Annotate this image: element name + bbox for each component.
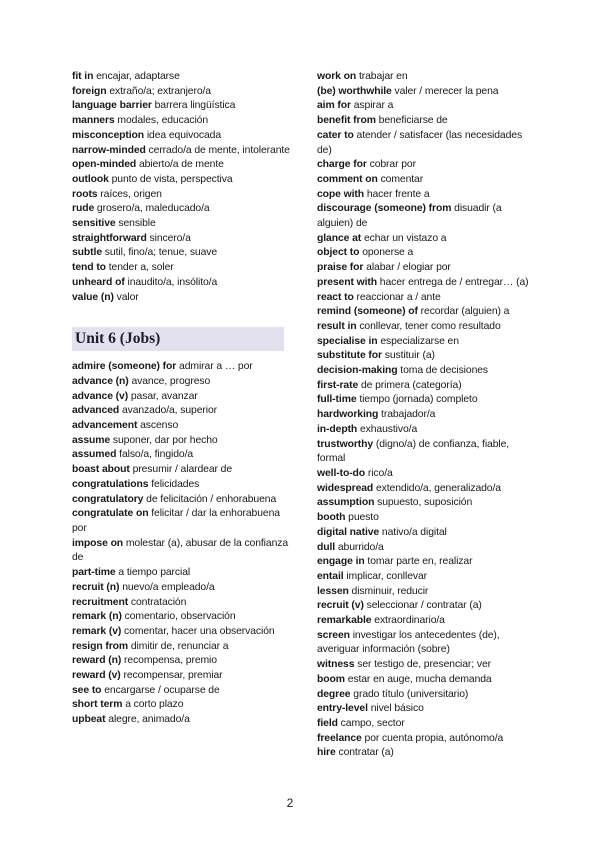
- entry-term: reward (n): [72, 655, 122, 667]
- glossary-entry: [317, 438, 539, 467]
- entry-term: congratulate on: [72, 508, 149, 520]
- entry-term: booth: [317, 512, 346, 524]
- entry-term: sensitive: [72, 218, 116, 230]
- glossary-entry: [72, 85, 294, 100]
- entry-term: resign from: [72, 640, 129, 652]
- glossary-entry: [72, 463, 294, 478]
- entry-term: benefit from: [317, 115, 376, 127]
- glossary-entry: [317, 393, 539, 408]
- entry-definition: tomar parte en, realizar: [367, 556, 473, 568]
- entry-definition: admirar a … por: [179, 361, 253, 373]
- entry-definition: campo, sector: [340, 717, 405, 729]
- entry-term: field: [317, 717, 338, 729]
- entry-term: comment on: [317, 173, 378, 185]
- entry-definition: sustituir (a): [384, 350, 435, 362]
- entry-definition: molestar (a), abusar de la confianza de: [72, 537, 289, 564]
- glossary-entry: [317, 232, 539, 247]
- glossary-entry: [72, 610, 294, 625]
- glossary-entry: [317, 349, 539, 364]
- glossary-entry: [72, 70, 294, 85]
- entry-definition: sincero/a: [149, 232, 191, 244]
- entry-term: advance (v): [72, 390, 129, 402]
- glossary-entry: [317, 629, 539, 658]
- glossary-entry: [317, 614, 539, 629]
- entry-definition: investigar los antecedentes (de), averiguar información (sobre): [317, 629, 500, 656]
- entry-definition: oponerse a: [362, 247, 414, 259]
- glossary-entry: [317, 276, 539, 291]
- entry-term: fit in: [72, 71, 94, 82]
- glossary-entry: [317, 732, 539, 747]
- glossary-entry: [317, 364, 539, 379]
- glossary-entry: [317, 408, 539, 423]
- entry-term: cope with: [317, 188, 365, 200]
- entry-term: part-time: [72, 567, 116, 579]
- glossary-entry: [317, 482, 539, 497]
- entry-definition: nativo/a digital: [381, 526, 447, 538]
- entry-definition: aspirar a: [353, 100, 394, 112]
- entry-term: reward (v): [72, 670, 121, 682]
- entry-definition: grado título (universitario): [353, 688, 469, 700]
- entry-definition: valor: [116, 291, 139, 303]
- entry-definition: extraño/a; extranjero/a: [109, 85, 211, 97]
- entry-definition: recompensa, premio: [124, 655, 217, 667]
- entry-term: assumed: [72, 449, 117, 461]
- entry-term: outlook: [72, 173, 109, 185]
- entry-definition: ser testigo de, presenciar; ver: [357, 659, 491, 671]
- entry-definition: alegre, animado/a: [108, 714, 190, 726]
- entry-definition: nivel básico: [370, 703, 424, 715]
- entry-list-top: [72, 70, 294, 305]
- glossary-entry: [72, 434, 294, 449]
- left-column: [72, 70, 294, 728]
- entry-term: boast about: [72, 464, 130, 476]
- entry-definition: tender a, soler: [108, 262, 174, 274]
- glossary-entry: [72, 99, 294, 114]
- entry-definition: exhaustivo/a: [359, 423, 418, 435]
- entry-definition: avanzado/a, superior: [121, 405, 217, 417]
- entry-term: in-depth: [317, 423, 358, 435]
- glossary-entry: [72, 478, 294, 493]
- entry-term: widespread: [317, 482, 374, 494]
- glossary-entry: [72, 114, 294, 129]
- glossary-entry: [317, 173, 539, 188]
- entry-definition: recordar (alguien) a: [420, 306, 510, 318]
- entry-term: first-rate: [317, 379, 359, 391]
- glossary-entry: [317, 423, 539, 438]
- entry-definition: aburrido/a: [337, 541, 384, 553]
- entry-definition: disuadir (a alguien) de: [317, 203, 502, 230]
- entry-term: advanced: [72, 405, 120, 417]
- entry-definition: trabajar en: [358, 71, 408, 82]
- glossary-entry: [317, 246, 539, 261]
- entry-term: upbeat: [72, 714, 106, 726]
- entry-definition: reaccionar a / ante: [356, 291, 441, 303]
- glossary-entry: [317, 702, 539, 717]
- glossary-entry: [72, 202, 294, 217]
- glossary-entry: [72, 246, 294, 261]
- glossary-entry: [317, 526, 539, 541]
- entry-term: well-to-do: [317, 467, 366, 479]
- entry-definition: cobrar por: [369, 159, 416, 171]
- glossary-entry: [72, 390, 294, 405]
- glossary-entry: [72, 537, 294, 566]
- glossary-entry: [72, 654, 294, 669]
- entry-definition: cerrado/a de mente, intolerante: [148, 144, 290, 156]
- entry-definition: seleccionar / contratar (a): [366, 600, 482, 612]
- entry-term: tend to: [72, 262, 106, 274]
- entry-definition: tiempo (jornada) completo: [359, 394, 478, 406]
- glossary-entry: [72, 404, 294, 419]
- entry-term: dull: [317, 541, 336, 553]
- glossary-entry: [72, 419, 294, 434]
- entry-term: entail: [317, 570, 344, 582]
- entry-term: roots: [72, 188, 98, 200]
- entry-term: react to: [317, 291, 354, 303]
- entry-term: full-time: [317, 394, 357, 406]
- entry-term: assume: [72, 434, 111, 446]
- entry-term: language barrier: [72, 100, 152, 112]
- glossary-entry: [317, 188, 539, 203]
- glossary-entry: [317, 114, 539, 129]
- entry-term: advance (n): [72, 375, 129, 387]
- glossary-entry: [317, 261, 539, 276]
- entry-term: object to: [317, 247, 360, 259]
- entry-term: hire: [317, 747, 336, 759]
- entry-term: engage in: [317, 556, 365, 568]
- entry-term: present with: [317, 276, 377, 288]
- entry-term: praise for: [317, 262, 364, 274]
- glossary-entry: [317, 746, 539, 761]
- glossary-entry: [317, 599, 539, 614]
- glossary-entry: [72, 375, 294, 390]
- entry-term: trustworthy: [317, 438, 374, 450]
- entry-definition: conllevar, tener como resultado: [359, 320, 501, 332]
- entry-definition: valer / merecer la pena: [394, 85, 499, 97]
- glossary-entry: [72, 144, 294, 159]
- entry-definition: (digno/a) de confianza, fiable, formal: [317, 438, 510, 465]
- entry-term: recruit (v): [317, 600, 364, 612]
- glossary-entry: [317, 585, 539, 600]
- entry-term: unheard of: [72, 276, 125, 288]
- entry-term: witness: [317, 659, 355, 671]
- glossary-entry: [317, 570, 539, 585]
- entry-definition: felicidades: [151, 478, 200, 490]
- entry-definition: alabar / elogiar por: [366, 262, 451, 274]
- glossary-entry: [72, 173, 294, 188]
- entry-definition: disminuir, reducir: [351, 585, 429, 597]
- entry-term: remark (v): [72, 625, 122, 637]
- glossary-entry: [317, 158, 539, 173]
- entry-definition: recompensar, premiar: [123, 670, 223, 682]
- entry-definition: trabajador/a: [381, 409, 436, 421]
- entry-term: manners: [72, 115, 115, 127]
- entry-definition: barrera lingüística: [154, 100, 236, 112]
- glossary-entry: [72, 261, 294, 276]
- entry-definition: de felicitación / enhorabuena: [146, 493, 277, 505]
- glossary-entry: [72, 684, 294, 699]
- entry-definition: beneficiarse de: [378, 115, 448, 127]
- glossary-entry: [317, 511, 539, 526]
- entry-definition: estar en auge, mucha demanda: [347, 673, 492, 685]
- entry-definition: extraordinario/a: [374, 615, 445, 627]
- entry-term: degree: [317, 688, 351, 700]
- entry-definition: abierto/a de mente: [138, 159, 224, 171]
- glossary-entry: [72, 493, 294, 508]
- entry-term: congratulations: [72, 478, 149, 490]
- entry-term: open-minded: [72, 159, 137, 171]
- entry-term: foreign: [72, 85, 107, 97]
- glossary-entry: [72, 698, 294, 713]
- glossary-entry: [317, 717, 539, 732]
- entry-definition: felicitar / dar la enhorabuena por: [72, 508, 280, 534]
- glossary-entry: [72, 669, 294, 684]
- entry-term: cater to: [317, 129, 354, 141]
- glossary-entry: [317, 379, 539, 394]
- entry-term: subtle: [72, 247, 102, 259]
- entry-definition: contratar (a): [338, 747, 394, 759]
- entry-definition: rico/a: [367, 467, 393, 479]
- entry-term: result in: [317, 320, 357, 332]
- entry-definition: supuesto, suposición: [377, 497, 473, 509]
- entry-term: assumption: [317, 497, 375, 509]
- glossary-entry: [72, 232, 294, 247]
- glossary-entry: [317, 541, 539, 556]
- entry-definition: raíces, origen: [100, 188, 162, 200]
- entry-definition: avance, progreso: [131, 375, 211, 387]
- entry-term: (be) worthwhile: [317, 85, 392, 97]
- entry-term: straightforward: [72, 232, 147, 244]
- entry-term: recruitment: [72, 596, 129, 608]
- entry-definition: encargarse / ocuparse de: [104, 684, 220, 696]
- glossary-entry: [72, 625, 294, 640]
- entry-term: lessen: [317, 585, 349, 597]
- glossary-entry: [317, 496, 539, 511]
- entry-list-unit: [72, 360, 294, 728]
- entry-definition: hacer entrega de / entregar… (a): [379, 276, 529, 288]
- entry-definition: sensible: [118, 218, 156, 230]
- glossary-entry: [72, 360, 294, 375]
- entry-definition: atender / satisfacer (las necesidades de): [317, 129, 523, 156]
- glossary-entry: [72, 640, 294, 655]
- entry-definition: echar un vistazo a: [363, 232, 447, 244]
- entry-term: short term: [72, 699, 123, 711]
- entry-definition: hacer frente a: [366, 188, 430, 200]
- glossary-entry: [72, 276, 294, 291]
- glossary-entry: [72, 291, 294, 306]
- glossary-entry: [72, 158, 294, 173]
- glossary-entry: [317, 99, 539, 114]
- entry-definition: puesto: [348, 512, 379, 524]
- glossary-entry: [317, 129, 539, 158]
- entry-term: substitute for: [317, 350, 382, 362]
- entry-definition: contratación: [130, 596, 187, 608]
- entry-definition: inaudito/a, insólito/a: [127, 276, 218, 288]
- entry-term: rude: [72, 203, 95, 215]
- entry-term: recruit (n): [72, 581, 120, 593]
- entry-term: hardworking: [317, 409, 379, 421]
- entry-term: glance at: [317, 232, 362, 244]
- entry-definition: grosero/a, maleducado/a: [96, 203, 210, 215]
- entry-definition: de primera (categoría): [360, 379, 462, 391]
- glossary-entry: [72, 129, 294, 144]
- entry-definition: especializarse en: [380, 335, 459, 347]
- entry-term: see to: [72, 684, 102, 696]
- entry-definition: ascenso: [140, 420, 179, 432]
- glossary-entry: [317, 688, 539, 703]
- glossary-entry: [72, 566, 294, 581]
- entry-term: discourage (someone) from: [317, 203, 452, 215]
- entry-definition: suponer, dar por hecho: [112, 434, 218, 446]
- entry-definition: presumir / alardear de: [132, 464, 233, 476]
- right-column: [317, 70, 539, 761]
- entry-definition: punto de vista, perspectiva: [111, 173, 233, 185]
- glossary-entry: [317, 291, 539, 306]
- entry-definition: modales, educación: [117, 115, 209, 127]
- entry-definition: a corto plazo: [125, 699, 184, 711]
- entry-term: charge for: [317, 159, 367, 171]
- entry-term: advancement: [72, 420, 138, 432]
- entry-definition: comentar, hacer una observación: [124, 625, 275, 637]
- entry-term: work on: [317, 71, 357, 82]
- glossary-entry: [72, 448, 294, 463]
- entry-definition: a tiempo parcial: [118, 567, 191, 579]
- glossary-entry: [72, 596, 294, 611]
- entry-term: specialise in: [317, 335, 378, 347]
- entry-definition: toma de decisiones: [400, 365, 489, 377]
- glossary-entry: [317, 85, 539, 100]
- glossary-entry: [317, 467, 539, 482]
- glossary-entry: [72, 581, 294, 596]
- entry-term: admire (someone) for: [72, 361, 177, 373]
- glossary-entry: [72, 507, 294, 536]
- entry-definition: implicar, conllevar: [346, 570, 428, 582]
- entry-definition: nuevo/a empleado/a: [122, 581, 215, 593]
- entry-term: digital native: [317, 526, 380, 538]
- entry-term: impose on: [72, 537, 124, 549]
- entry-term: freelance: [317, 732, 362, 744]
- entry-definition: falso/a, fingido/a: [119, 449, 194, 461]
- entry-term: entry-level: [317, 703, 368, 715]
- entry-term: screen: [317, 629, 350, 641]
- entry-definition: por cuenta propia, autónomo/a: [364, 732, 504, 744]
- entry-definition: encajar, adaptarse: [96, 71, 180, 82]
- glossary-entry: [72, 713, 294, 728]
- glossary-entry: [317, 320, 539, 335]
- entry-term: remind (someone) of: [317, 306, 418, 318]
- entry-term: decision-making: [317, 365, 398, 377]
- glossary-entry: [72, 188, 294, 203]
- entry-term: remark (n): [72, 611, 122, 623]
- entry-term: remarkable: [317, 615, 372, 627]
- glossary-entry: [317, 555, 539, 570]
- glossary-entry: [72, 217, 294, 232]
- glossary-entry: [317, 70, 539, 85]
- entry-term: boom: [317, 673, 345, 685]
- glossary-entry: [317, 202, 539, 231]
- entry-definition: comentar: [380, 173, 424, 185]
- entry-definition: idea equivocada: [146, 129, 222, 141]
- entry-definition: comentario, observación: [124, 611, 236, 623]
- entry-term: misconception: [72, 129, 145, 141]
- glossary-entry: [317, 335, 539, 350]
- entry-term: aim for: [317, 100, 351, 112]
- glossary-entry: [317, 673, 539, 688]
- entry-term: value (n): [72, 291, 114, 303]
- glossary-entry: [317, 305, 539, 320]
- entry-list-right: [317, 70, 539, 761]
- unit-heading: Unit 6 (Jobs): [72, 327, 284, 351]
- entry-definition: pasar, avanzar: [130, 390, 198, 402]
- entry-definition: dimitir de, renunciar a: [130, 640, 229, 652]
- entry-definition: extendido/a, generalizado/a: [375, 482, 501, 494]
- glossary-entry: [317, 658, 539, 673]
- entry-definition: sutil, fino/a; tenue, suave: [104, 247, 218, 259]
- entry-term: narrow-minded: [72, 144, 146, 156]
- entry-term: congratulatory: [72, 493, 144, 505]
- page-number: 2: [286, 796, 294, 810]
